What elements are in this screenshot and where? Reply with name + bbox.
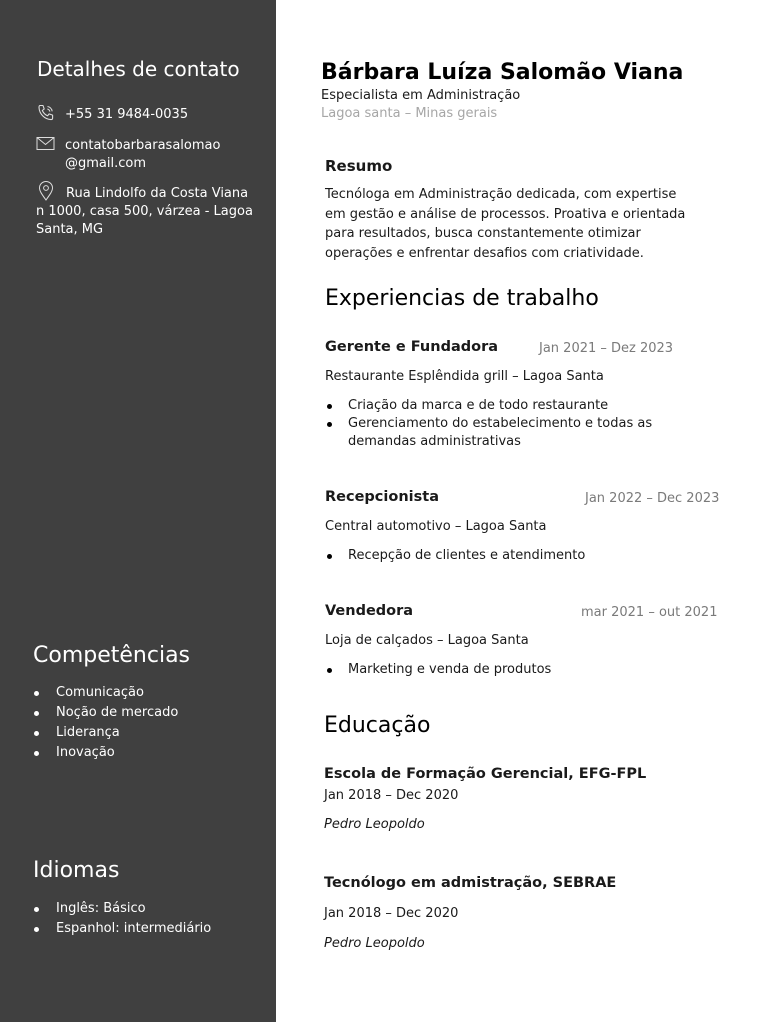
list-item: Criação da marca e de todo restaurante: [325, 397, 705, 415]
job-bullets: [325, 547, 705, 565]
skill-item: Noção de mercado: [33, 703, 178, 723]
education-school: Escola de Formação Gerencial, EFG-FPL: [324, 766, 647, 782]
person-location: Lagoa santa – Minas gerais: [321, 106, 498, 121]
summary-text: Tecnóloga em Administração dedicada, com expertise em gestão e análise de processos. Proativa e orientada para resultados, busca constantemente otimizar operações e enfrentar desafios com criatividade.: [325, 187, 686, 261]
sidebar: [0, 0, 276, 1022]
job-company: Loja de calçados – Lagoa Santa: [325, 633, 529, 648]
education-location: Pedro Leopoldo: [324, 936, 425, 951]
list-item: Recepção de clientes e atendimento: [325, 547, 705, 565]
email-address[interactable]: contatobarbarasalomao @gmail.com: [65, 138, 221, 171]
list-item: Marketing e venda de produtos: [325, 661, 705, 679]
summary-heading: Resumo: [325, 157, 393, 175]
job-company: Restaurante Esplêndida grill – Lagoa Santa: [325, 369, 604, 384]
job-title: Vendedora: [325, 603, 414, 619]
address-text: Rua Lindolfo da Costa Viana n 1000, casa 500, várzea - Lagoa Santa, MG: [36, 186, 253, 237]
job-company: Central automotivo – Lagoa Santa: [325, 519, 547, 534]
skill-item: Liderança: [33, 723, 178, 743]
person-role: Especialista em Administração: [321, 88, 521, 103]
phone-icon: [36, 103, 56, 129]
person-name: Bárbara Luíza Salomão Viana: [321, 60, 684, 85]
job-dates: mar 2021 – out 2021: [581, 605, 718, 620]
job-bullets: [325, 661, 705, 679]
phone-number[interactable]: +55 31 9484-0035: [65, 107, 189, 122]
skills-list: [33, 683, 178, 763]
job-dates: Jan 2022 – Dec 2023: [585, 491, 720, 506]
education-heading: Educação: [324, 713, 431, 738]
skills-heading: Competências: [33, 643, 191, 668]
list-item: Gerenciamento do estabelecimento e todas as demandas administrativas: [325, 415, 705, 451]
education-dates: Jan 2018 – Dec 2020: [324, 906, 459, 921]
job-bullets: [325, 397, 705, 451]
skill-item: Inovação: [33, 743, 178, 763]
experience-heading: Experiencias de trabalho: [325, 286, 599, 311]
contact-heading: Detalhes de contato: [37, 57, 240, 81]
education-school: Tecnólogo em admistração, SEBRAE: [324, 875, 617, 891]
education-dates: Jan 2018 – Dec 2020: [324, 788, 459, 803]
envelope-icon: [36, 136, 56, 158]
job-dates: Jan 2021 – Dez 2023: [539, 341, 674, 356]
job-title: Recepcionista: [325, 489, 439, 505]
job-title: Gerente e Fundadora: [325, 339, 499, 355]
languages-list: [33, 899, 211, 939]
main-content: [276, 0, 768, 1024]
education-location: Pedro Leopoldo: [324, 817, 425, 832]
languages-heading: Idiomas: [33, 858, 120, 883]
skill-item: Comunicação: [33, 683, 178, 703]
language-item: Inglês: Básico: [33, 899, 211, 919]
language-item: Espanhol: intermediário: [33, 919, 211, 939]
